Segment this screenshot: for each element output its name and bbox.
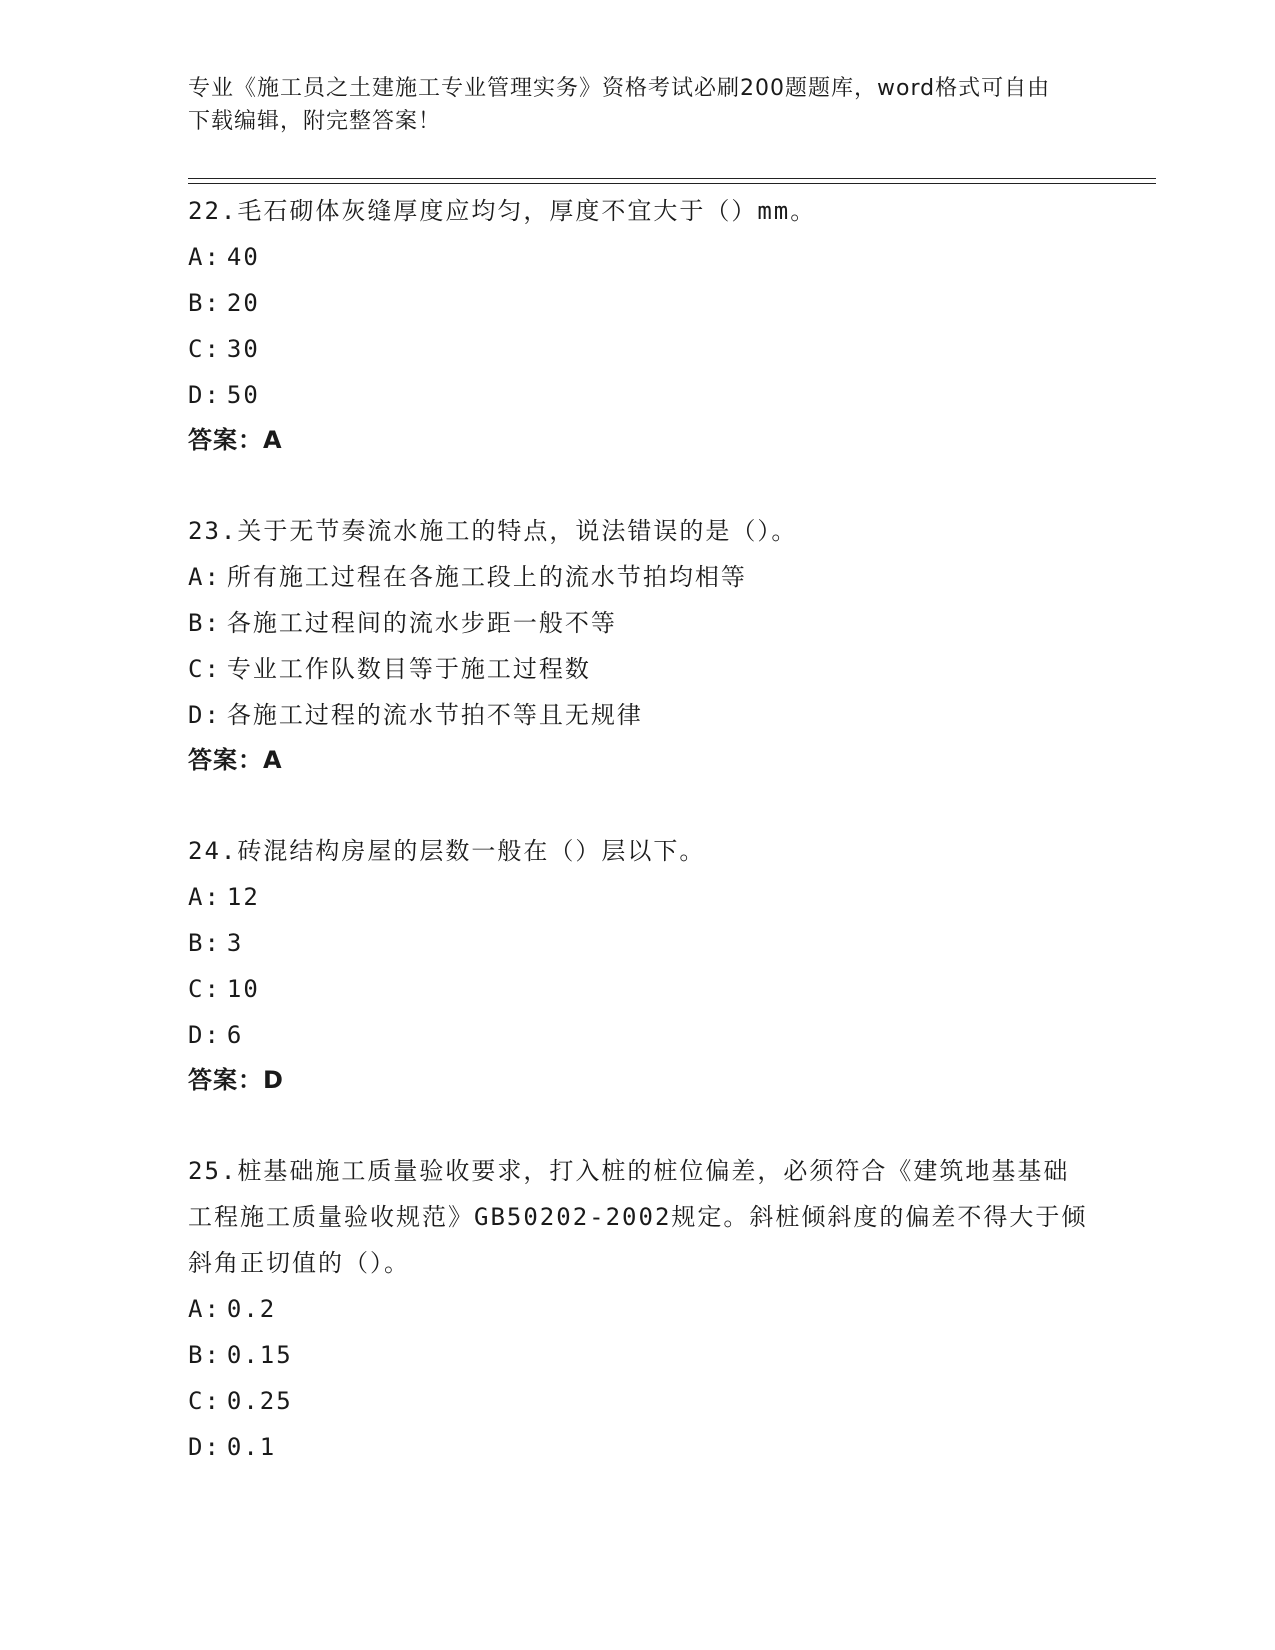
option-letter: C	[188, 975, 205, 1003]
answer-value: A	[263, 746, 283, 774]
option-d: D: 50	[188, 372, 1088, 418]
option-text: 30	[226, 335, 260, 363]
option-b: B: 20	[188, 280, 1088, 326]
header-divider-top	[188, 178, 1156, 179]
question-stem: 25.桩基础施工质量验收要求，打入桩的桩位偏差，必须符合《建筑地基基础工程施工质量验收规范》GB50202-2002规定。斜桩倾斜度的偏差不得大于倾斜角正切值的（）。	[188, 1157, 1088, 1277]
option-letter: B	[188, 929, 205, 957]
option-letter: B	[188, 609, 205, 637]
option-a: A: 所有施工过程在各施工段上的流水节拍均相等	[188, 554, 1088, 600]
option-letter: D	[188, 701, 205, 729]
option-text: 40	[226, 243, 260, 271]
answer-label: 答案：	[188, 746, 263, 774]
option-text: 0.2	[226, 1295, 277, 1323]
option-letter: B	[188, 289, 205, 317]
option-letter: A	[188, 883, 205, 911]
answer-line	[188, 418, 1088, 462]
option-c: C: 30	[188, 326, 1088, 372]
option-text: 10	[226, 975, 260, 1003]
document-header: 专业《施工员之土建施工专业管理实务》资格考试必刷200题题库，word格式可自由下载编辑，附完整答案！	[188, 76, 1051, 134]
option-text: 3	[226, 929, 244, 957]
option-a: A: 12	[188, 874, 1088, 920]
option-letter: D	[188, 381, 205, 409]
option-text: 0.25	[226, 1387, 293, 1415]
option-letter: A	[188, 563, 205, 591]
option-a: A: 40	[188, 234, 1088, 280]
option-text: 20	[226, 289, 260, 317]
option-text: 0.15	[226, 1341, 293, 1369]
answer-label: 答案：	[188, 426, 263, 454]
option-a: A: 0.2	[188, 1286, 1088, 1332]
option-d: D: 6	[188, 1012, 1088, 1058]
option-d: D: 各施工过程的流水节拍不等且无规律	[188, 692, 1088, 738]
option-c: C: 0.25	[188, 1378, 1088, 1424]
option-text: 各施工过程间的流水步距一般不等	[226, 609, 617, 637]
option-text: 各施工过程的流水节拍不等且无规律	[226, 701, 643, 729]
option-b: B: 0.15	[188, 1332, 1088, 1378]
question-23	[188, 508, 1088, 782]
option-text: 6	[226, 1021, 244, 1049]
question-stem: 22.毛石砌体灰缝厚度应均匀，厚度不宜大于（）mm。	[188, 197, 817, 225]
option-c: C: 专业工作队数目等于施工过程数	[188, 646, 1088, 692]
option-c: C: 10	[188, 966, 1088, 1012]
option-letter: D	[188, 1021, 205, 1049]
option-text: 0.1	[226, 1433, 277, 1461]
option-letter: C	[188, 655, 205, 683]
answer-value: D	[263, 1066, 284, 1094]
option-letter: A	[188, 243, 205, 271]
question-stem: 23.关于无节奏流水施工的特点，说法错误的是（）。	[188, 517, 798, 545]
option-d: D: 0.1	[188, 1424, 1088, 1470]
option-letter: A	[188, 1295, 205, 1323]
option-letter: C	[188, 335, 205, 363]
option-letter: D	[188, 1433, 205, 1461]
option-text: 12	[226, 883, 260, 911]
header-divider-bottom	[188, 183, 1156, 184]
option-b: B: 3	[188, 920, 1088, 966]
option-text: 50	[226, 381, 260, 409]
question-22	[188, 188, 1088, 462]
option-text: 专业工作队数目等于施工过程数	[226, 655, 591, 683]
question-stem: 24.砖混结构房屋的层数一般在（）层以下。	[188, 837, 706, 865]
option-letter: B	[188, 1341, 205, 1369]
option-letter: C	[188, 1387, 205, 1415]
answer-label: 答案：	[188, 1066, 263, 1094]
answer-line	[188, 738, 1088, 782]
option-b: B: 各施工过程间的流水步距一般不等	[188, 600, 1088, 646]
answer-value: A	[263, 426, 283, 454]
option-text: 所有施工过程在各施工段上的流水节拍均相等	[226, 563, 747, 591]
question-24	[188, 828, 1088, 1102]
question-25	[188, 1148, 1088, 1470]
answer-line	[188, 1058, 1088, 1102]
